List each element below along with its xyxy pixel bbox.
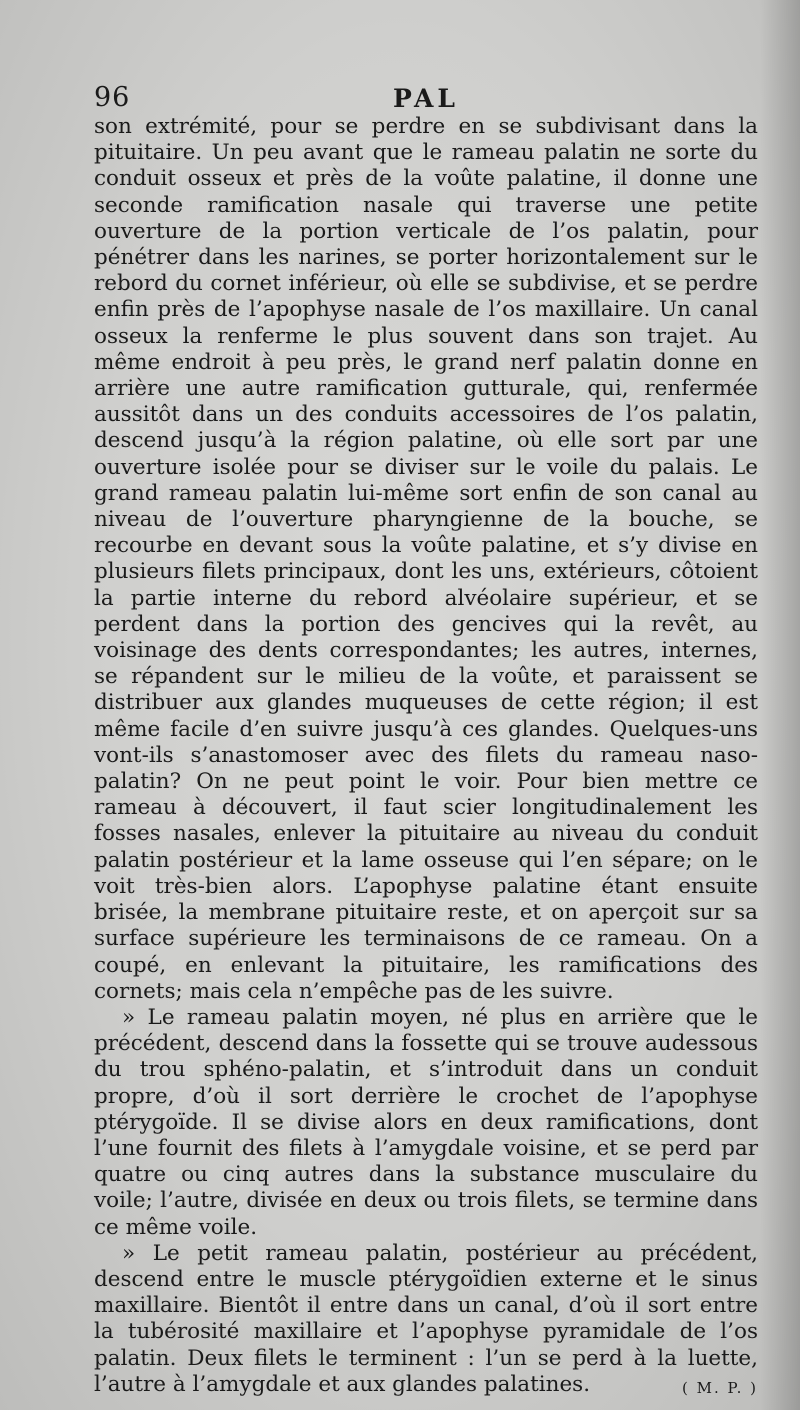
page-number: 96: [94, 82, 131, 113]
running-head: PAL: [393, 84, 459, 113]
author-signature: ( M. P. ): [682, 1378, 758, 1397]
paragraph-3: [94, 1241, 758, 1398]
paragraph-1: son extrémité, pour se perdre en se subdivisant dans la pituitaire. Un peu avant que le rameau palatin ne sorte du conduit osseux et près de la voûte palatine, il donne une seconde ramification nasale qui traverse une petite ouverture de la portion verticale de l’os palatin, pour pénétrer dans les narines, se porter horizontalement sur le rebord du cornet inférieur, où elle se subdivise, et se perdre enfin près de l’apophyse nasale de l’os maxillaire. Un canal osseux la renferme le plus souvent dans son trajet. Au même endroit à peu près, le grand nerf palatin donne en arrière une autre ramification gutturale, qui, renfermée aussitôt dans un des conduits accessoires de l’os palatin, descend jusqu’à la région palatine, où elle sort par une ouverture isolée pour se diviser sur le voile du palais. Le grand rameau palatin lui-même sort enfin de son canal au niveau de l’ouverture pharyngienne de la bouche, se recourbe en devant sous la voûte palatine, et s’y divise en plusieurs filets principaux, dont les uns, extérieurs, côtoient la partie interne du rebord alvéolaire supérieur, et se perdent dans la portion des gencives qui la revêt, au voisinage des dents correspondantes; les autres, internes, se répandent sur le milieu de la voûte, et paraissent se distribuer aux glandes muqueuses de cette région; il est même facile d’en suivre jusqu’à ces glandes. Quelques-uns vont-ils s’anastomoser avec des filets du rameau naso-palatin? On ne peut point le voir. Pour bien mettre ce rameau à découvert, il faut scier longitudinalement les fosses nasales, enlever la pituitaire au niveau du conduit palatin postérieur et la lame osseuse qui l’en sépare; on le voit très-bien alors. L’apophyse palatine étant ensuite brisée, la membrane pituitaire reste, et on aperçoit sur sa surface supérieure les terminaisons de ce rameau. On a coupé, en enlevant la pituitaire, les ramifications des cornets; mais cela n’empêche pas de les suivre.: [94, 114, 758, 1004]
paragraph-3-text: » Le petit rameau palatin, postérieur au précédent, descend entre le muscle ptérygoïdien externe et le sinus maxillaire. Bientôt il entre dans un canal, d’où il sort entre la tubérosité maxillaire et l’apophyse pyramidale de l’os palatin. Deux filets le terminent : l’un se perd à la luette, l’autre à l’amygdale et aux glandes palatines.: [94, 1240, 758, 1397]
page-body: [94, 114, 758, 1401]
paragraph-2: » Le rameau palatin moyen, né plus en arrière que le précédent, descend dans la fossette qui se trouve audessous du trou sphéno-palatin, et s’introduit dans un conduit propre, d’où il sort derrière le crochet de l’apophyse ptérygoïde. Il se divise alors en deux ramifications, dont l’une fournit des filets à l’amygdale voisine, et se perd par quatre ou cinq autres dans la substance musculaire du voile; l’autre, divisée en deux ou trois filets, se termine dans ce même voile.: [94, 1004, 758, 1240]
page-edge-shadow: [760, 0, 800, 1410]
page-header: [94, 82, 758, 114]
